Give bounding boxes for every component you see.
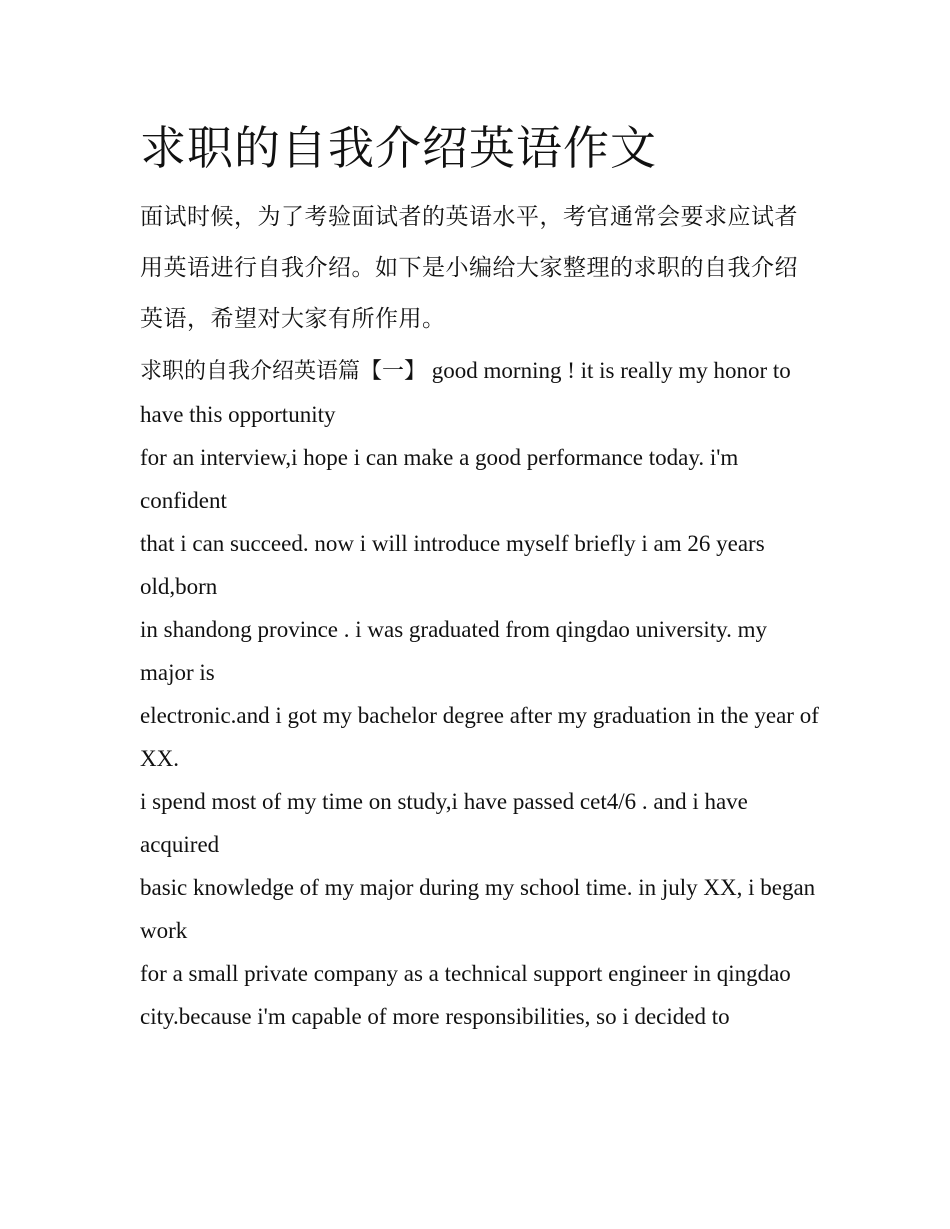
text-line: for an interview,i hope i can make a good performance today. i'm confident (140, 445, 739, 513)
page-title: 求职的自我介绍英语作文 (140, 121, 657, 175)
text-line: i spend most of my time on study,i have passed cet4/6 . and i have acquired (140, 789, 748, 857)
text-line: city.because i'm capable of more responsibilities, so i decided to (140, 1004, 730, 1029)
text-line: electronic.and i got my bachelor degree after my graduation in the year of XX. (140, 703, 819, 771)
text-line (140, 349, 820, 436)
text-line: that i can succeed. now i will introduce myself briefly i am 26 years old,born (140, 531, 765, 599)
text-line: for a small private company as a technical support engineer in qingdao (140, 961, 791, 986)
section-heading: 求职的自我介绍英语篇【一】 (140, 359, 427, 384)
text-line: in shandong province . i was graduated from qingdao university. my major is (140, 617, 768, 685)
text-line-content: good morning ! it is really my honor to have this opportunity (140, 358, 791, 427)
intro-paragraph: 面试时候，为了考验面试者的英语水平，考官通常会要求应试者用英语进行自我介绍。如下是小编给大家整理的求职的自我介绍英语，希望对大家有所作用。 (140, 204, 798, 332)
document-page (140, 118, 820, 1038)
text-line: basic knowledge of my major during my school time. in july XX, i began work (140, 875, 816, 943)
